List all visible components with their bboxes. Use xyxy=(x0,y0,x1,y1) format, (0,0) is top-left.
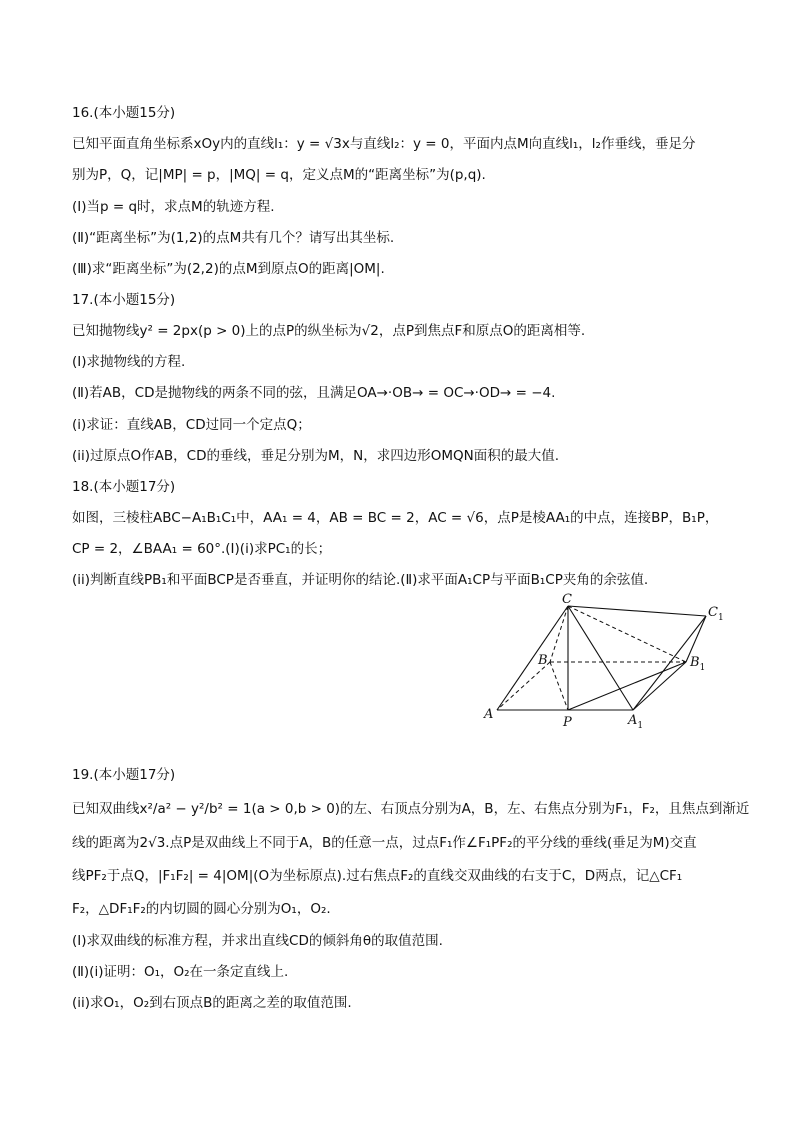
problem-19-line-3: 线PF₂于点Q，|F₁F₂| = 4|OM|(O为坐标原点).过右焦点F₂的直线交双曲线的右支于C，D两点，记△CF₁ xyxy=(72,868,683,884)
problem-19-part-2-i: (Ⅱ)(i)证明：O₁，O₂在一条定直线上. xyxy=(72,964,289,980)
dashed-b-a xyxy=(497,662,550,710)
edge-a1-b1 xyxy=(633,662,686,710)
problem-19-header: 19.(本小题17分) xyxy=(72,767,176,783)
label-b1: $B_1$ xyxy=(690,655,706,673)
label-a1: $A_1$ xyxy=(628,713,644,731)
problem-17-line-1: 已知抛物线y² = 2px(p > 0)上的点P的纵坐标为√2，点P到焦点F和原点O的距离相等. xyxy=(72,323,586,339)
problem-19-part-1: (Ⅰ)求双曲线的标准方程，并求出直线CD的倾斜角θ的取值范围. xyxy=(72,933,443,949)
label-c1: $C_1$ xyxy=(708,605,724,623)
problem-18-line-2: CP = 2，∠BAA₁ = 60°.(Ⅰ)(i)求PC₁的长； xyxy=(72,541,332,557)
label-a: A xyxy=(484,707,494,722)
problem-18-line-1: 如图，三棱柱ABC−A₁B₁C₁中，AA₁ = 4，AB = BC = 2，AC = √6，点P是棱AA₁的中点，连接BP，B₁P， xyxy=(72,510,719,526)
problem-16-line-1: 已知平面直角坐标系xOy内的直线l₁：y = √3x与直线l₂：y = 0，平面内点M向直线l₁，l₂作垂线，垂足分 xyxy=(72,136,696,152)
edge-p-b1 xyxy=(568,662,686,710)
problem-17-part-2: (Ⅱ)若AB，CD是抛物线的两条不同的弦，且满足OA→·OB→ = OC→·OD→ = −4. xyxy=(72,385,556,401)
label-c: C xyxy=(562,592,572,607)
problem-19-part-2-ii: (ii)求O₁，O₂到右顶点B的距离之差的取值范围. xyxy=(72,995,352,1011)
dashed-c-b xyxy=(550,606,568,662)
problem-16-part-1: (Ⅰ)当p = q时，求点M的轨迹方程. xyxy=(72,199,275,215)
edge-c-a xyxy=(497,606,568,710)
label-p: P xyxy=(563,715,572,730)
problem-17-part-2-ii: (ii)过原点O作AB，CD的垂线，垂足分别为M，N，求四边形OMQN面积的最大值. xyxy=(72,448,560,464)
problem-17-header: 17.(本小题15分) xyxy=(72,292,176,308)
problem-17-part-1: (Ⅰ)求抛物线的方程. xyxy=(72,354,186,370)
prism-diagram xyxy=(478,592,728,734)
problem-17-part-2-i: (i)求证：直线AB，CD过同一个定点Q； xyxy=(72,417,311,433)
problem-19-line-2: 线的距离为2√3.点P是双曲线上不同于A，B的任意一点，过点F₁作∠F₁PF₂的平分线的垂线(垂足为M)交直 xyxy=(72,835,697,851)
label-b: B xyxy=(538,653,548,668)
edge-c-c1 xyxy=(568,606,706,616)
problem-16-header: 16.(本小题15分) xyxy=(72,105,176,121)
problem-16-part-3: (Ⅲ)求“距离坐标”为(2,2)的点M到原点O的距离|OM|. xyxy=(72,261,385,277)
problem-16-part-2: (Ⅱ)“距离坐标”为(1,2)的点M共有几个？请写出其坐标. xyxy=(72,230,395,246)
problem-18-line-3: (ii)判断直线PB₁和平面BCP是否垂直，并证明你的结论.(Ⅱ)求平面A₁CP与平面B₁CP夹角的余弦值. xyxy=(72,572,649,588)
problem-19-line-1: 已知双曲线x²/a² − y²/b² = 1(a > 0,b > 0)的左、右顶点分别为A，B，左、右焦点分别为F₁，F₂，且焦点到渐近 xyxy=(72,801,750,817)
problem-19-line-4: F₂，△DF₁F₂的内切圆的圆心分别为O₁，O₂. xyxy=(72,901,331,917)
problem-16-line-2: 别为P，Q，记|MP| = p，|MQ| = q，定义点M的“距离坐标”为(p,q). xyxy=(72,167,486,183)
dashed-b-p xyxy=(550,662,568,710)
prism-figure xyxy=(478,592,728,734)
problem-18-header: 18.(本小题17分) xyxy=(72,479,176,495)
